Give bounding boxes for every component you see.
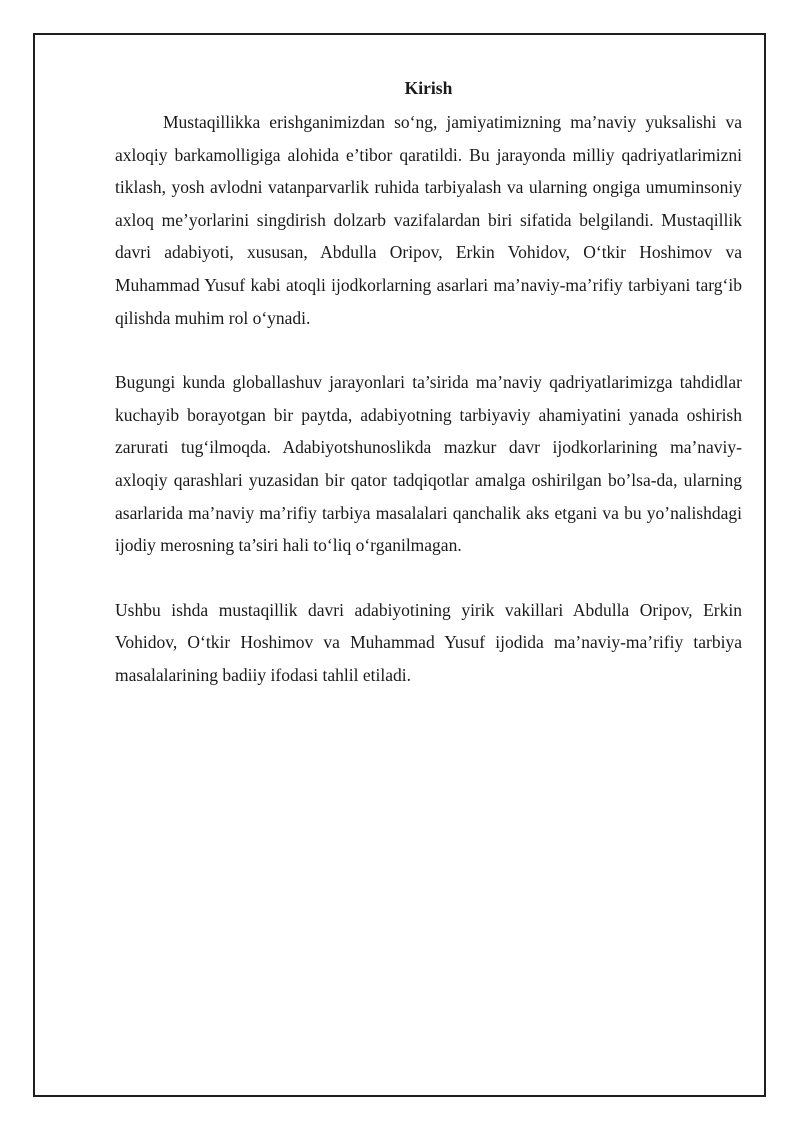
paragraph-purpose: Ushbu ishda mustaqillik davri adabiyotining yirik vakillari Abdulla Oripov, Erkin Vohidov, O‘tkir Hoshimov va Muhammad Yusuf ijodida ma’naviy-ma’rifiy tarbiya masalalarining badiiy ifodasi tahlil etiladi. [115,599,742,685]
document-body [115,74,742,692]
document-title: Kirish [404,78,453,98]
paragraph-globalization: Bugungi kunda globallashuv jarayonlari ta’sirida ma’naviy qadriyatlarimizga tahdidlar kuchayib borayotgan bir paytda, adabiyotning tarbiyaviy ahamiyatini yanada oshirish zarurati tug‘ilmoqda. Adabiyotshunoslikda mazkur davr ijodkorlarining ma’naviy-axloqiy qarashlari yuzasidan bir qator tadqiqotlar amalga oshirilgan bo’lsa-da, ularning asarlarida ma’naviy ma’rifiy tarbiya masalalari qanchalik aks etgani va bu yo’nalishdagi ijodiy merosning ta’siri hali to‘liq o‘rganilmagan. [115,372,742,556]
paragraph-spacer [115,334,742,366]
paragraph-spacer [115,562,742,594]
paragraph-intro: Mustaqillikka erishganimizdan so‘ng, jamiyatimizning ma’naviy yuksalishi va axloqiy barkamolligiga alohida e’tibor qaratildi. Bu jarayonda milliy qadriyatlarimizni tiklash, yosh avlodni vatanparvarlik ruhida tarbiyalash va ularning ongiga umuminsoniy axloq me’yorlarini singdirish dolzarb vazifalardan biri sifatida belgilandi. Mustaqillik davri adabiyoti, xususan, Abdulla Oripov, Erkin Vohidov, O‘tkir Hoshimov va Muhammad Yusuf kabi atoqli ijodkorlarning asarlari ma’naviy-ma’rifiy tarbiyani targ‘ib qilishda muhim rol o‘ynadi. [115,112,742,328]
